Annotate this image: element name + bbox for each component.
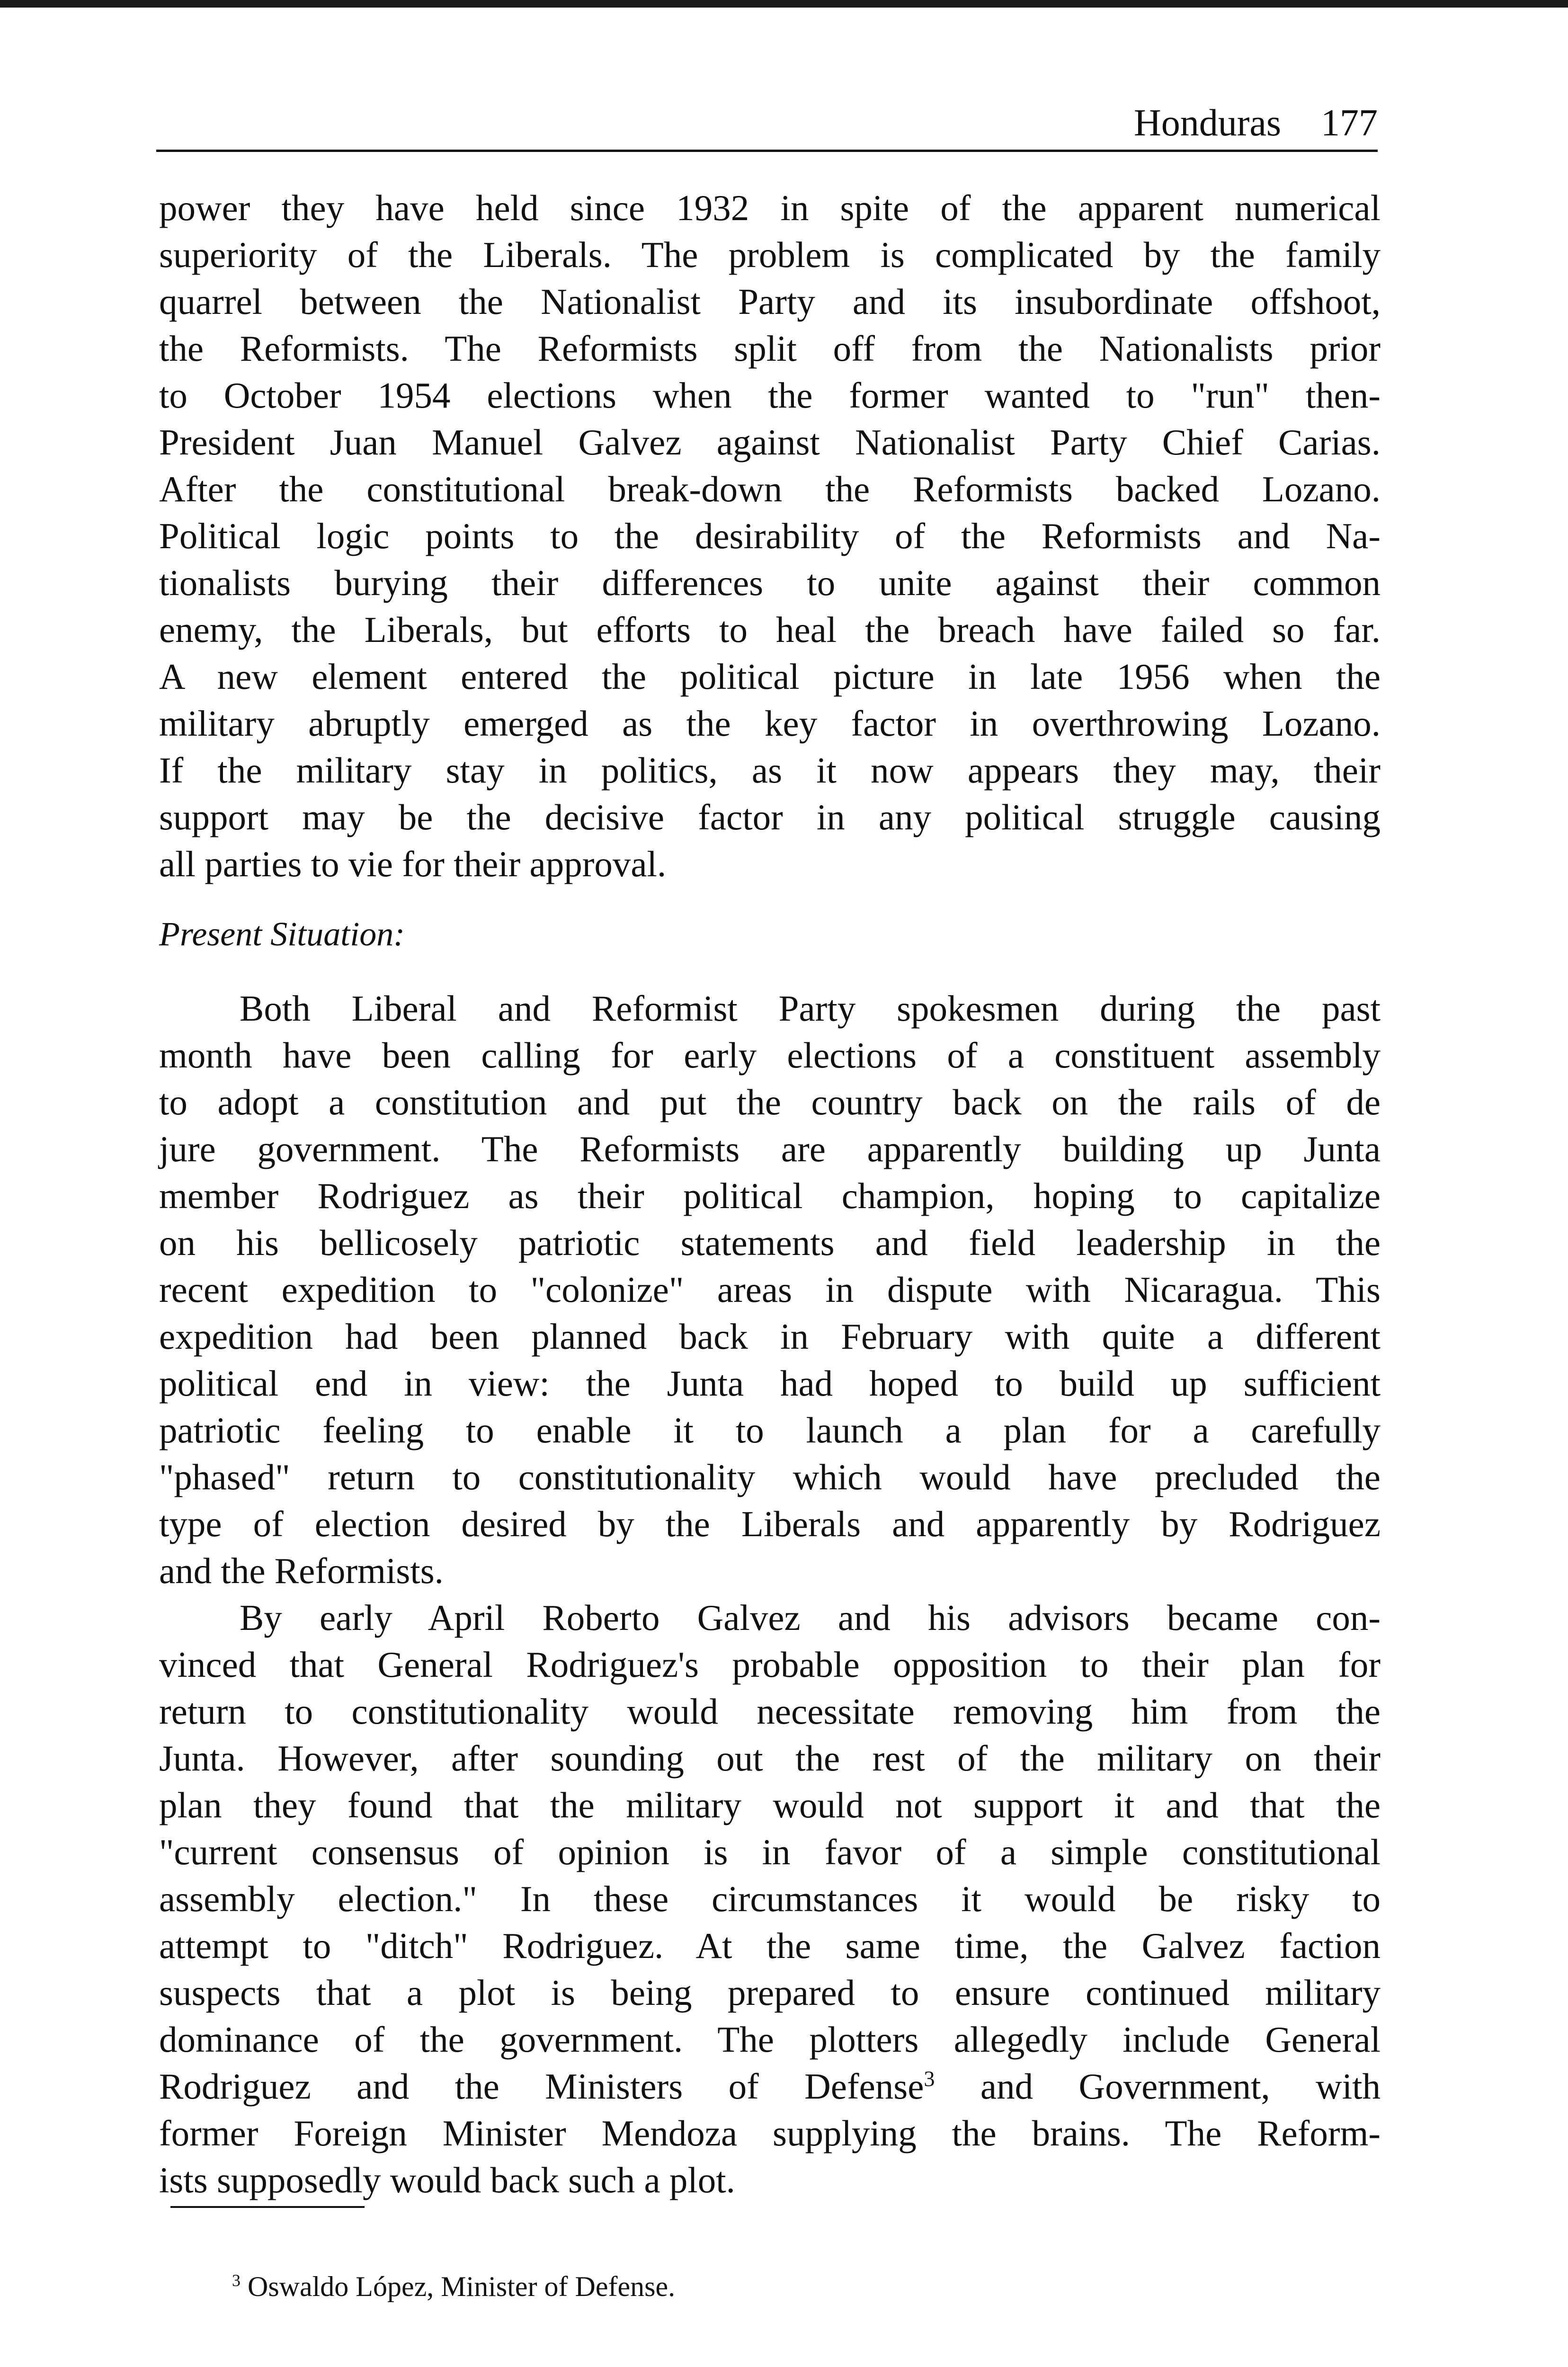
text-line: tionalists burying their differences to unite against their common — [159, 562, 1381, 603]
text-line: quarrel between the Nationalist Party and its insubordinate offshoot, — [159, 281, 1381, 322]
text-line: plan they found that the military would not support it and that the — [159, 1785, 1381, 1825]
text-line: former Foreign Minister Mendoza supplying the brains. The Reform- — [159, 2113, 1381, 2153]
section-heading: Present Situation: — [159, 915, 405, 953]
text-line: enemy, the Liberals, but efforts to heal the breach have failed so far. — [159, 609, 1381, 650]
text-line: Political logic points to the desirability of the Reformists and Na- — [159, 516, 1381, 556]
text-line: return to constitutionality would necessitate removing him from the — [159, 1691, 1381, 1732]
body-text — [159, 185, 1381, 2204]
text-line: power they have held since 1932 in spite of the apparent numerical — [159, 187, 1381, 228]
text-line: By early April Roberto Galvez and his advisors became con- — [240, 1597, 1381, 1638]
text-line: political end in view: the Junta had hoped to build up sufficient — [159, 1363, 1381, 1404]
running-title: Honduras — [1133, 102, 1281, 144]
text-line: attempt to "ditch" Rodriguez. At the same time, the Galvez faction — [159, 1925, 1381, 1966]
text-line: to adopt a constitution and put the country back on the rails of de — [159, 1082, 1381, 1122]
text-line: "current consensus of opinion is in favor of a simple constitutional — [159, 1832, 1381, 1872]
text-fragment: and Government, with — [935, 2066, 1381, 2107]
text-line: recent expedition to "colonize" areas in dispute with Nicaragua. This — [159, 1269, 1381, 1310]
page-number: 177 — [1321, 102, 1378, 144]
text-line: "phased" return to constitutionality which would have precluded the — [159, 1457, 1381, 1497]
paragraph-2 — [159, 985, 1381, 1594]
footnote-reference: 3 — [924, 2066, 935, 2091]
text-line: type of election desired by the Liberals and apparently by Rodriguez — [159, 1504, 1381, 1544]
text-line: suspects that a plot is being prepared to ensure continued military — [159, 1972, 1381, 2013]
text-line: patriotic feeling to enable it to launch a plan for a carefully — [159, 1410, 1381, 1450]
running-header — [156, 100, 1378, 146]
text-line: military abruptly emerged as the key factor in overthrowing Lozano. — [159, 703, 1381, 744]
footnote-rule — [170, 2206, 365, 2208]
text-line: Both Liberal and Reformist Party spokesmen during the past — [240, 988, 1381, 1029]
text-line: President Juan Manuel Galvez against Nationalist Party Chief Carias. — [159, 422, 1381, 463]
text-line: member Rodriguez as their political champion, hoping to capitalize — [159, 1175, 1381, 1216]
text-line-with-note — [159, 2063, 1381, 2110]
text-line: vinced that General Rodriguez's probable opposition to their plan for — [159, 1644, 1381, 1685]
text-line: ists supposedly would back such a plot. — [159, 2160, 735, 2200]
text-line: assembly election." In these circumstances it would be risky to — [159, 1878, 1381, 1919]
paragraph-1 — [159, 185, 1381, 888]
scan-top-border — [0, 0, 1568, 8]
text-line: expedition had been planned back in February with quite a different — [159, 1316, 1381, 1357]
text-line: on his bellicosely patriotic statements and field leadership in the — [159, 1222, 1381, 1263]
text-line: After the constitutional break-down the Reformists backed Lozano. — [159, 469, 1381, 509]
header-rule — [156, 150, 1378, 152]
footnote-marker: 3 — [232, 2271, 241, 2290]
text-line: month have been calling for early elections of a constituent assembly — [159, 1035, 1381, 1076]
text-line: superiority of the Liberals. The problem is complicated by the family — [159, 234, 1381, 275]
text-line: If the military stay in politics, as it now appears they may, their — [159, 750, 1381, 791]
text-line: to October 1954 elections when the former wanted to "run" then- — [159, 375, 1381, 416]
text-line: and the Reformists. — [159, 1550, 444, 1591]
text-line: support may be the decisive factor in any political struggle causing — [159, 797, 1381, 837]
text-line: A new element entered the political picture in late 1956 when the — [159, 656, 1381, 697]
text-fragment: Rodriguez and the Ministers of Defense — [159, 2066, 924, 2107]
footnote-text: Oswaldo López, Minister of Defense. — [241, 2271, 676, 2302]
text-line: the Reformists. The Reformists split off from the Nationalists prior — [159, 328, 1381, 369]
text-line: all parties to vie for their approval. — [159, 844, 667, 884]
text-line: dominance of the government. The plotters allegedly include General — [159, 2019, 1381, 2060]
text-line: jure government. The Reformists are apparently building up Junta — [159, 1129, 1381, 1169]
footnote — [232, 2268, 675, 2305]
paragraph-3 — [159, 1594, 1381, 2204]
text-line: Junta. However, after sounding out the rest of the military on their — [159, 1738, 1381, 1779]
